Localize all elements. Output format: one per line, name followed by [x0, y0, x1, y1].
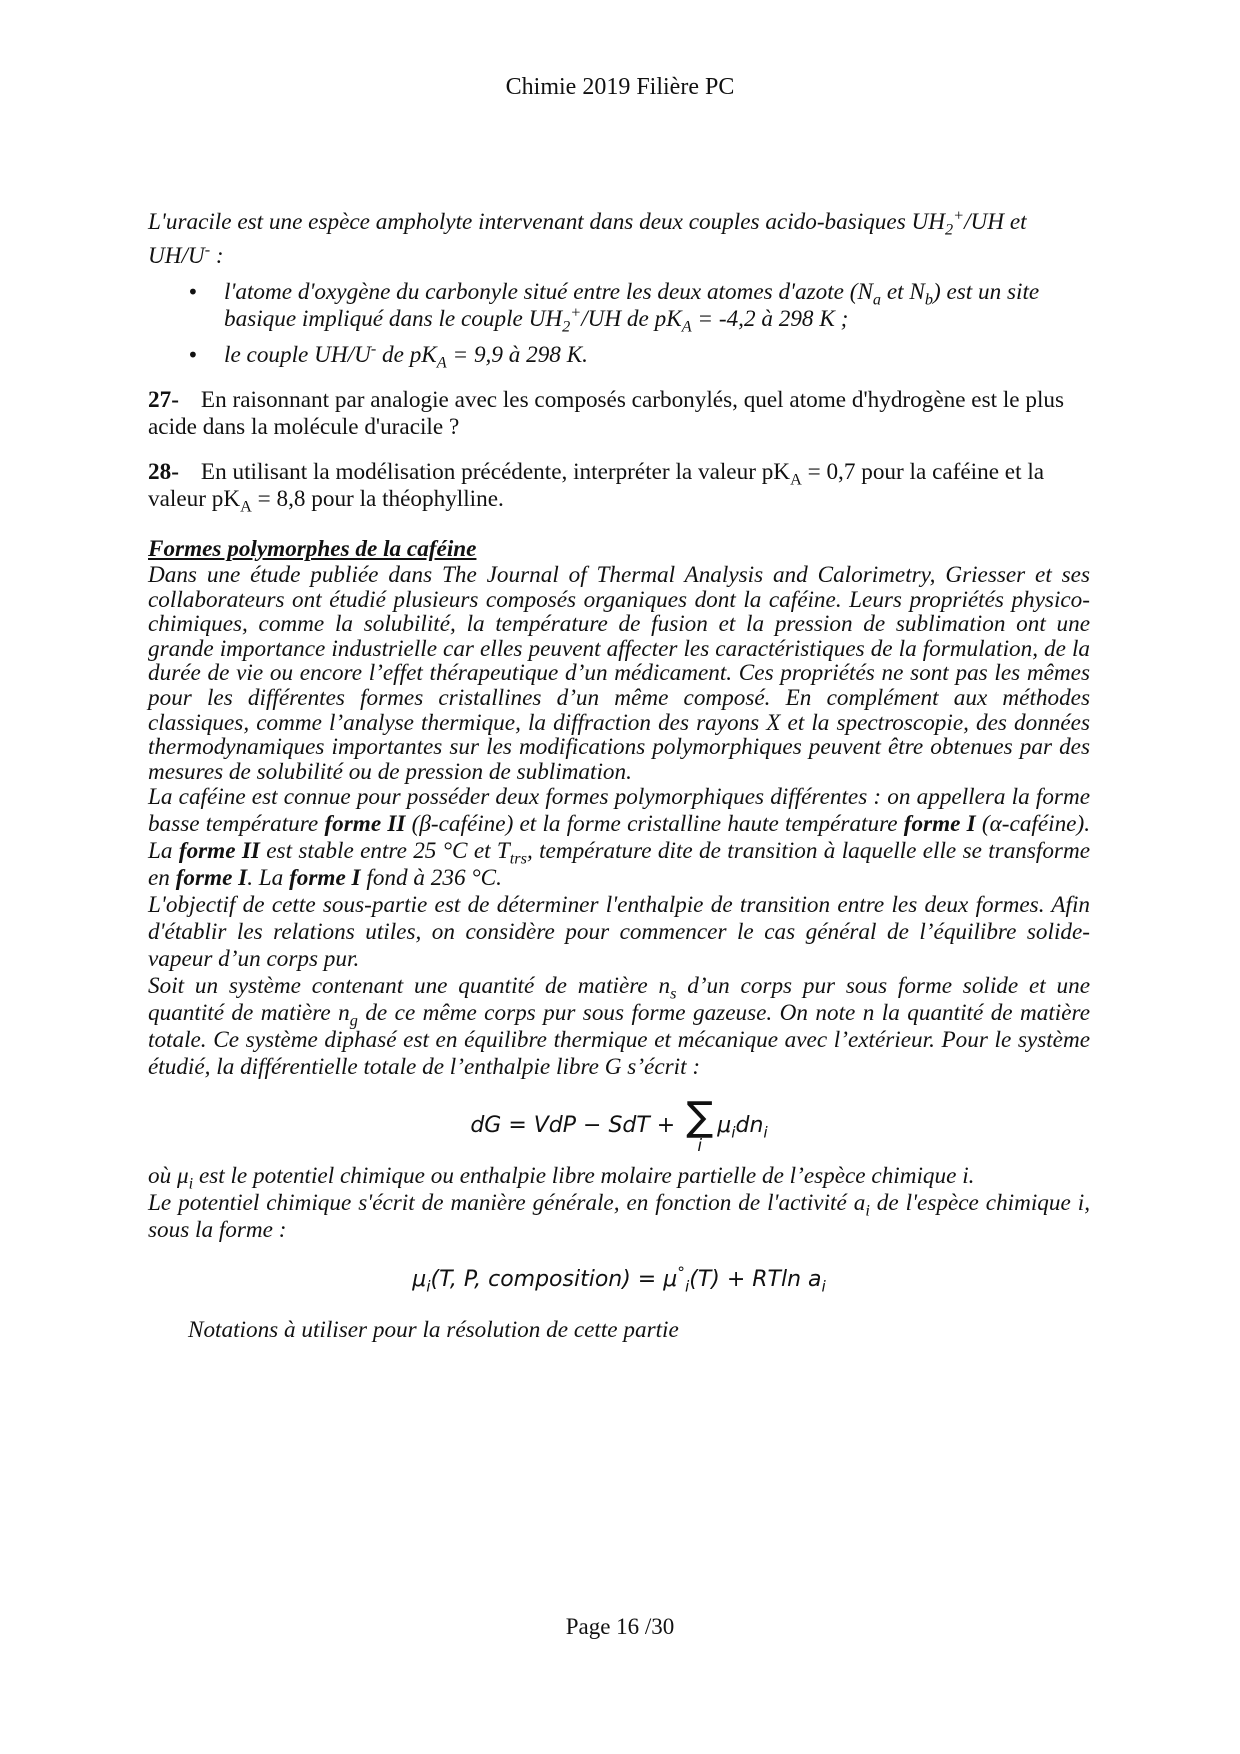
bullet-list [148, 279, 1090, 372]
paragraph-study: Dans une étude publiée dans The Journal of Thermal Analysis and Calorimetry, Griesser et ses collaborateurs ont étudié plusieurs composés organiques dont la caféine. Leurs propriétés physico-chimiques, comme la solubilité, la température de fusion et la pression de sublimation ont une grande importance industrielle car elles peuvent affecter les caractéristiques de la formulation, de la durée de vie ou encore l’effet thérapeutique d’un médicament. Ces propriétés ne sont pas les mêmes pour les différentes formes cristallines d’un même composé. En complément aux méthodes classiques, comme l’analyse thermique, la diffraction des rayons X et la spectroscopie, des données thermodynamiques importantes sur les modifications polymorphiques peuvent être obtenues par des mesures de solubilité ou de pression de sublimation. [148, 562, 1090, 785]
list-item: • l'atome d'oxygène du carbonyle situé entre les deux atomes d'azote ($N_a$ et $N_b$) est un site basique impliqué dans le couple $UH_2^+/UH$ de $pK_A = -4,2$ à 298 K ; [148, 279, 1090, 333]
page-number: Page 16 /30 [565, 1614, 675, 1639]
question-number: 28- [148, 459, 179, 485]
question-28: 28- En utilisant la modélisation précédente, interpréter la valeur $pK_A = 0,7$ pour la caféine et la valeur $pK_A = 8,8$ pour la théophylline. [148, 459, 1045, 516]
intro-paragraph: L'uracile est une espèce ampholyte intervenant dans deux couples acido-basiques $UH_2^+/UH$ et UH/U- : [148, 206, 1027, 269]
paragraph-polymorphs: La caféine est connue pour posséder deux formes polymorphiques différentes : on appellera la forme basse température forme II (β-caféine) et la forme cristalline haute température forme I (α-caféine). La forme II est stable entre 25 °C et $T_{trs}$, température dite de transition à laquelle elle se transforme en forme I. La forme I fond à 236 °C. [148, 784, 1090, 892]
question-27: 27- En raisonnant par analogie avec les composés carbonylés, quel atome d'hydrogène est le plus acide dans la molécule d'uracile ? [148, 387, 1065, 440]
notations-heading: Notations à utiliser pour la résolution de cette partie [188, 1317, 679, 1344]
page-header: Chimie 2019 Filière PC [505, 74, 735, 100]
section-title: Formes polymorphes de la caféine [148, 536, 477, 562]
page-content [148, 205, 1090, 1344]
equation-dg: dG = VdP − SdT + ∑ i $\mu_idn_i$ [470, 1094, 768, 1157]
question-number: 27- [148, 387, 179, 413]
equation-chemical-potential: $\mu_i(T$, P, composition) = $\mu^\circ_i(T) + RTln$ $a_i$ [412, 1264, 826, 1296]
paragraph-objective: L'objectif de cette sous-partie est de déterminer l'enthalpie de transition entre les deux formes. Afin d'établir les relations utiles, on considère pour commencer le cas général de l’équilibre solide-vapeur d’un corps pur. [148, 892, 1090, 973]
paragraph-mu-definition: où $\mu_i$ est le potentiel chimique ou enthalpie libre molaire partielle de l’espèce chimique i. [148, 1163, 975, 1193]
sum-symbol: ∑ i [686, 1094, 714, 1157]
list-item: • le couple UH/U- de $pK_A = 9,9$ à 298 K. [148, 342, 1090, 369]
paragraph-chemical-potential: Le potentiel chimique s'écrit de manière générale, en fonction de l'activité $a_i$ de l'espèce chimique i, sous la forme : [148, 1190, 1090, 1244]
paragraph-system: Soit un système contenant une quantité de matière $n_s$ d’un corps pur sous forme solide et une quantité de matière $n_g$ de ce même corps pur sous forme gazeuse. On note n la quantité de matière totale. Ce système diphasé est en équilibre thermique et mécanique avec l’extérieur. Pour le système étudié, la différentielle totale de l’enthalpie libre G s’écrit : [148, 973, 1090, 1081]
